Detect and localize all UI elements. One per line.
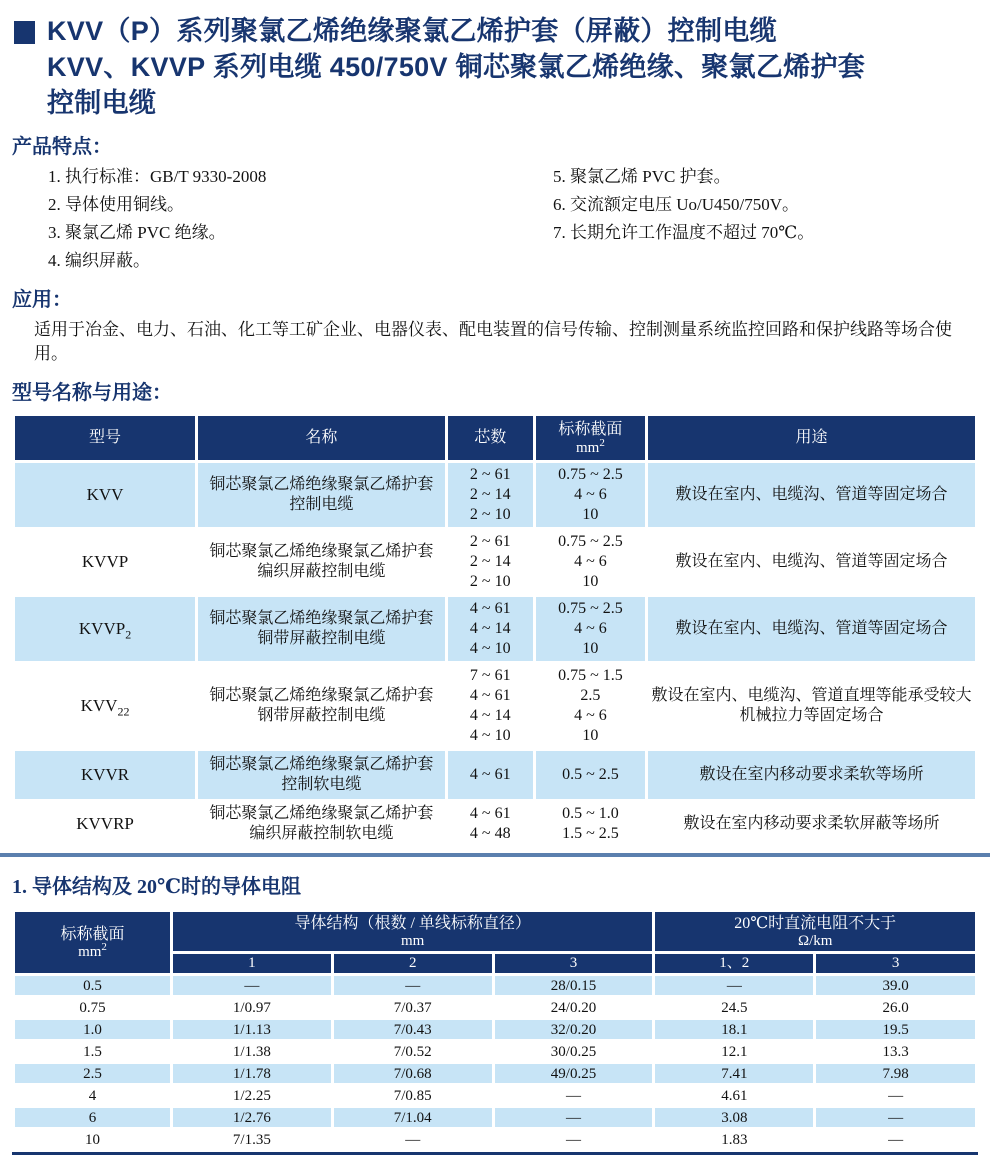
model-cell: KVVP bbox=[15, 530, 195, 594]
conductor-table-wrap bbox=[12, 909, 978, 1155]
col-header-model: 型号 bbox=[15, 416, 195, 460]
model-cell: KVVR bbox=[15, 751, 195, 799]
use-cell: 敷设在室内、电缆沟、管道直埋等能承受较大机械拉力等固定场合 bbox=[648, 664, 975, 748]
section-cell: 0.75 ~ 2.5 4 ~ 6 10 bbox=[536, 597, 645, 661]
feature-item: 5. 聚氯乙烯 PVC 护套。 bbox=[553, 167, 731, 186]
feature-item: 4. 编织屏蔽。 bbox=[48, 251, 150, 270]
table-row-kvvr bbox=[15, 751, 975, 799]
feature-item: 6. 交流额定电压 Uo/U450/750V。 bbox=[553, 195, 800, 214]
title-bullet-square-icon bbox=[14, 21, 35, 44]
application-section bbox=[12, 287, 978, 366]
section-cell: 0.75 ~ 2.5 4 ~ 6 10 bbox=[536, 530, 645, 594]
use-cell: 敷设在室内移动要求柔软等场所 bbox=[648, 751, 975, 799]
features-list-right bbox=[553, 163, 978, 275]
col-group-resistance: 20℃时直流电阻不大于 Ω/km bbox=[655, 912, 975, 951]
subcol-2: 2 bbox=[334, 954, 492, 973]
model-cell: $KVV_{22}$ bbox=[15, 664, 195, 748]
title-block bbox=[12, 0, 978, 121]
cores-cell: 7 ~ 61 4 ~ 61 4 ~ 14 4 ~ 10 bbox=[448, 664, 533, 748]
subcol-1-2: 1、2 bbox=[655, 954, 813, 973]
use-cell: 敷设在室内、电缆沟、管道等固定场合 bbox=[648, 463, 975, 527]
col-header-area: 标称截面 $mm^2$ bbox=[15, 912, 170, 973]
feature-item: 7. 长期允许工作温度不超过 70℃。 bbox=[553, 223, 815, 242]
name-cell: 铜芯聚氯乙烯绝缘聚氯乙烯护套 控制电缆 bbox=[198, 463, 444, 527]
table-row: 2.5 1/1.78 7/0.68 49/0.25 7.41 7.98 bbox=[15, 1064, 975, 1083]
conductor-header-group-row bbox=[15, 912, 975, 951]
section-cell: 0.5 ~ 2.5 bbox=[536, 751, 645, 799]
title-line-2: KVV、KVVP 系列电缆 450/750V 铜芯聚氯乙烯绝缘、聚氯乙烯护套 bbox=[47, 52, 866, 82]
use-cell: 敷设在室内、电缆沟、管道等固定场合 bbox=[648, 530, 975, 594]
table-row-kvv22 bbox=[15, 664, 975, 748]
application-text: 适用于冶金、电力、石油、化工等工矿企业、电器仪表、配电装置的信号传输、控制测量系统监控回路和保护线路等场合使用。 bbox=[34, 320, 952, 363]
table-row-kvv bbox=[15, 463, 975, 527]
title-line-3: 控制电缆 bbox=[47, 88, 157, 118]
cores-cell: 2 ~ 61 2 ~ 14 2 ~ 10 bbox=[448, 463, 533, 527]
title-line-1: KVV（P）系列聚氯乙烯绝缘聚氯乙烯护套（屏蔽）控制电缆 bbox=[47, 16, 777, 46]
section-cell: 0.5 ~ 1.0 1.5 ~ 2.5 bbox=[536, 802, 645, 846]
models-heading: 型号名称与用途： bbox=[12, 382, 172, 404]
col-group-structure: 导体结构（根数 / 单线标称直径） mm bbox=[173, 912, 652, 951]
use-cell: 敷设在室内、电缆沟、管道等固定场合 bbox=[648, 597, 975, 661]
table-row: 6 1/2.76 7/1.04 — 3.08 — bbox=[15, 1108, 975, 1127]
name-cell: 铜芯聚氯乙烯绝缘聚氯乙烯护套 控制软电缆 bbox=[198, 751, 444, 799]
col-header-name: 名称 bbox=[198, 416, 444, 460]
table-row: 0.75 1/0.97 7/0.37 24/0.20 24.5 26.0 bbox=[15, 998, 975, 1017]
cores-cell: 2 ~ 61 2 ~ 14 2 ~ 10 bbox=[448, 530, 533, 594]
table-row: 1.0 1/1.13 7/0.43 32/0.20 18.1 19.5 bbox=[15, 1020, 975, 1039]
table-row-kvvp2 bbox=[15, 597, 975, 661]
name-cell: 铜芯聚氯乙烯绝缘聚氯乙烯护套 编织屏蔽控制软电缆 bbox=[198, 802, 444, 846]
cores-cell: 4 ~ 61 bbox=[448, 751, 533, 799]
application-heading: 应用： bbox=[12, 289, 72, 311]
subcol-3: 3 bbox=[495, 954, 653, 973]
models-table bbox=[12, 413, 978, 849]
features-columns bbox=[12, 163, 978, 275]
name-cell: 铜芯聚氯乙烯绝缘聚氯乙烯护套 编织屏蔽控制电缆 bbox=[198, 530, 444, 594]
model-cell: KVVRP bbox=[15, 802, 195, 846]
features-heading: 产品特点： bbox=[12, 136, 112, 158]
feature-item: 3. 聚氯乙烯 PVC 绝缘。 bbox=[48, 223, 226, 242]
table-row-kvvp bbox=[15, 530, 975, 594]
feature-item: 1. 执行标准：GB/T 9330-2008 bbox=[48, 167, 267, 186]
table-row: 10 7/1.35 — — 1.83 — bbox=[15, 1130, 975, 1149]
table-row: 1.5 1/1.38 7/0.52 30/0.25 12.1 13.3 bbox=[15, 1042, 975, 1061]
table-row: 4 1/2.25 7/0.85 — 4.61 — bbox=[15, 1086, 975, 1105]
table-row-kvvrp bbox=[15, 802, 975, 846]
name-cell: 铜芯聚氯乙烯绝缘聚氯乙烯护套 铜带屏蔽控制电缆 bbox=[198, 597, 444, 661]
table-row: 0.5 — — 28/0.15 — 39.0 bbox=[15, 976, 975, 995]
features-section bbox=[12, 134, 978, 275]
col-header-section: 标称截面 $mm^2$ bbox=[536, 416, 645, 460]
conductor-heading: 1. 导体结构及 20℃时的导体电阻 bbox=[12, 876, 301, 898]
conductor-table bbox=[12, 909, 978, 1152]
name-cell: 铜芯聚氯乙烯绝缘聚氯乙烯护套 钢带屏蔽控制电缆 bbox=[198, 664, 444, 748]
model-cell: $KVVP_2$ bbox=[15, 597, 195, 661]
col-header-cores: 芯数 bbox=[448, 416, 533, 460]
subcol-3b: 3 bbox=[816, 954, 975, 973]
models-section bbox=[12, 380, 978, 849]
section-cell: 0.75 ~ 1.5 2.5 4 ~ 6 10 bbox=[536, 664, 645, 748]
page-title bbox=[47, 13, 865, 121]
conductor-section bbox=[12, 874, 978, 1155]
features-list-left bbox=[48, 163, 553, 275]
subcol-1: 1 bbox=[173, 954, 331, 973]
use-cell: 敷设在室内移动要求柔软屏蔽等场所 bbox=[648, 802, 975, 846]
cores-cell: 4 ~ 61 4 ~ 48 bbox=[448, 802, 533, 846]
models-header-row bbox=[15, 416, 975, 460]
feature-item: 2. 导体使用铜线。 bbox=[48, 195, 184, 214]
col-header-use: 用途 bbox=[648, 416, 975, 460]
section-cell: 0.75 ~ 2.5 4 ~ 6 10 bbox=[536, 463, 645, 527]
model-cell: KVV bbox=[15, 463, 195, 527]
cores-cell: 4 ~ 61 4 ~ 14 4 ~ 10 bbox=[448, 597, 533, 661]
section-divider bbox=[0, 853, 990, 857]
